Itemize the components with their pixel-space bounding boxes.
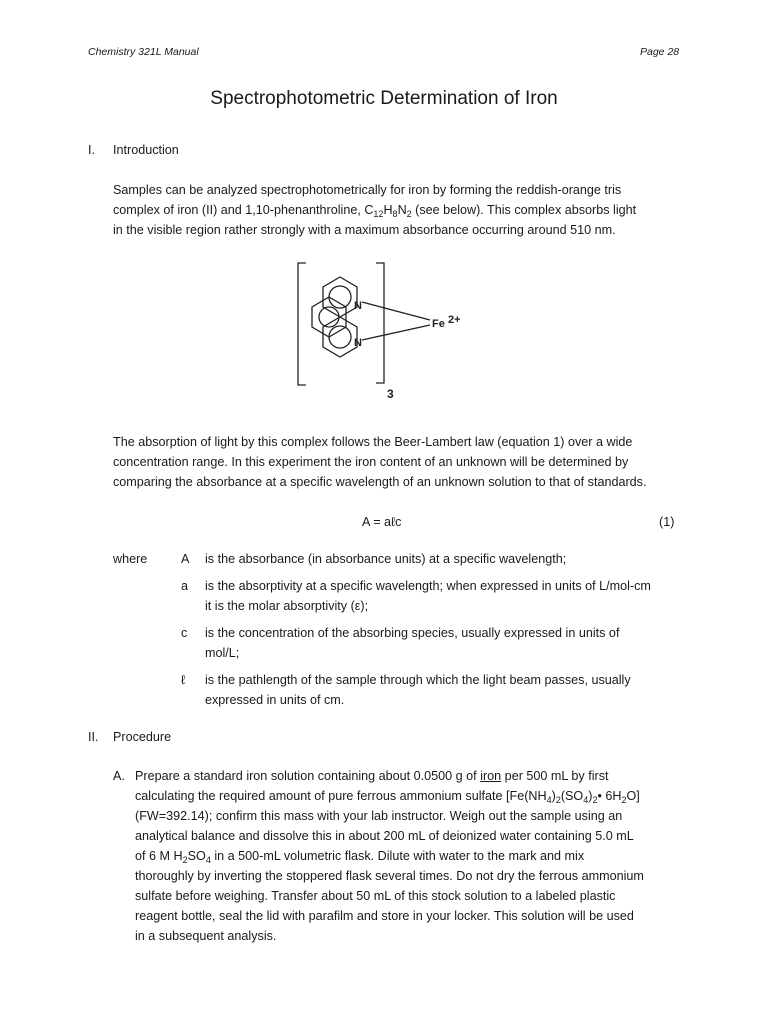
def-line: expressed in units of cm. (205, 693, 345, 707)
nitrogen-label-2: N (354, 337, 362, 349)
ring-group (312, 277, 430, 357)
subscript: 2 (592, 795, 598, 805)
where-label: where (113, 552, 148, 566)
where-symbol-l: ℓ (181, 673, 186, 687)
bond-n1-fe (362, 302, 430, 320)
procedure-label-A: A. (113, 769, 125, 783)
procA-line-6: thoroughly by inverting the stoppered flask several times. Do not dry the ferrous ammonium (135, 869, 644, 883)
equation-number: (1) (659, 515, 675, 529)
def-line: is the absorbance (in absorbance units) at a specific wavelength; (205, 552, 567, 566)
underlined-iron: iron (480, 769, 502, 783)
subscript: 2 (555, 795, 561, 805)
subscript: 4 (205, 855, 211, 865)
text: calculating the required amount of pure ferrous ammonium sulfate [Fe(NH (135, 789, 547, 803)
def-line: is the concentration of the absorbing species, usually expressed in units of (205, 626, 620, 640)
beer-lambert-paragraph (113, 432, 679, 492)
subscript: 2 (621, 795, 627, 805)
text: per 500 mL by first (501, 769, 609, 783)
intro-text: (see below). This complex absorbs light (411, 203, 637, 217)
bond-n2-fe (362, 325, 430, 340)
def-line: mol/L; (205, 646, 240, 660)
text: (SO (560, 789, 584, 803)
procA-line-2 (135, 786, 679, 806)
beer-lambert-equation: A = aℓc (362, 515, 402, 529)
procA-line-7: sulfate before weighing. Transfer about 50 mL of this stock solution to a labeled plastic (135, 889, 616, 903)
where-symbol-c: c (181, 626, 188, 640)
text: ) (588, 789, 593, 803)
def-line: is the pathlength of the sample through which the light beam passes, usually (205, 673, 631, 687)
iron-label: Fe (432, 318, 445, 330)
section-title-introduction: Introduction (113, 143, 179, 157)
def-line: it is the molar absorptivity (ε); (205, 599, 369, 613)
where-symbol-A: A (181, 552, 190, 566)
left-bracket (298, 263, 306, 385)
intro-text: complex of iron (II) and 1,10-phenanthroline, C (113, 203, 374, 217)
text: of 6 M H (135, 849, 183, 863)
section-title-procedure: Procedure (113, 730, 172, 744)
procA-line-9: in a subsequent analysis. (135, 929, 277, 943)
subscript: 4 (546, 795, 552, 805)
subscript: 2 (182, 855, 188, 865)
nitrogen-label-1: N (354, 300, 362, 312)
lower-ring-circle (329, 326, 351, 348)
def-line: is the absorptivity at a specific wavelength; when expressed in units of L/mol-cm (205, 579, 651, 593)
text: • 6H (597, 789, 622, 803)
phenanthroline-iron-complex-structure (290, 255, 480, 400)
text: SO (187, 849, 206, 863)
beer-line-2: concentration range. In this experiment the iron content of an unknown will be determined by (113, 455, 629, 469)
subscript: 8 (392, 209, 398, 219)
intro-line-3: in the visible region rather strongly with a maximum absorbance occurring around 510 nm. (113, 223, 616, 237)
procA-line-3: (FW=392.14); confirm this mass with your lab instructor. Weigh out the sample using an (135, 809, 623, 823)
text: O] (626, 789, 640, 803)
intro-line-1: Samples can be analyzed spectrophotometrically for iron by forming the reddish-orange tris (113, 183, 622, 197)
where-def-A (205, 549, 679, 569)
section-number-2: II. (88, 730, 99, 744)
text: in a 500-mL volumetric flask. Dilute with water to the mark and mix (210, 849, 585, 863)
intro-paragraph (113, 180, 679, 240)
formula-h: H (383, 203, 393, 217)
procA-line-4: analytical balance and dissolve this in about 200 mL of deionized water containing 5.0 mL (135, 829, 634, 843)
formula-n: N (397, 203, 407, 217)
beer-line-1: The absorption of light by this complex follows the Beer-Lambert law (equation 1) over a wide (113, 435, 633, 449)
iron-charge: 2+ (448, 314, 461, 326)
where-def-l (205, 670, 679, 710)
beer-line-3: comparing the absorbance at a specific wavelength of an unknown solution to that of standards. (113, 475, 647, 489)
procedure-A-paragraph (135, 766, 679, 946)
right-bracket (376, 263, 384, 383)
procA-line-8: reagent bottle, seal the lid with parafilm and store in your locker. This solution will be used (135, 909, 634, 923)
page-title: Spectrophotometric Determination of Iron (210, 88, 558, 109)
bracket-group (298, 263, 384, 385)
text: Prepare a standard iron solution containing about 0.0500 g of (135, 769, 481, 783)
where-def-a (205, 576, 679, 616)
running-header-left: Chemistry 321L Manual (88, 46, 199, 58)
intro-line-2 (113, 200, 679, 220)
complex-multiplier: 3 (387, 387, 394, 400)
subscript: 4 (583, 795, 589, 805)
page-number: Page 28 (640, 46, 680, 58)
subscript: 2 (406, 209, 412, 219)
subscript: 12 (373, 209, 384, 219)
procA-line-1 (135, 766, 679, 786)
procA-line-5 (135, 846, 679, 866)
upper-ring-circle (329, 286, 351, 308)
text: ) (551, 789, 556, 803)
where-def-c (205, 623, 679, 663)
where-symbol-a: a (181, 579, 189, 593)
section-number-1: I. (88, 143, 95, 157)
